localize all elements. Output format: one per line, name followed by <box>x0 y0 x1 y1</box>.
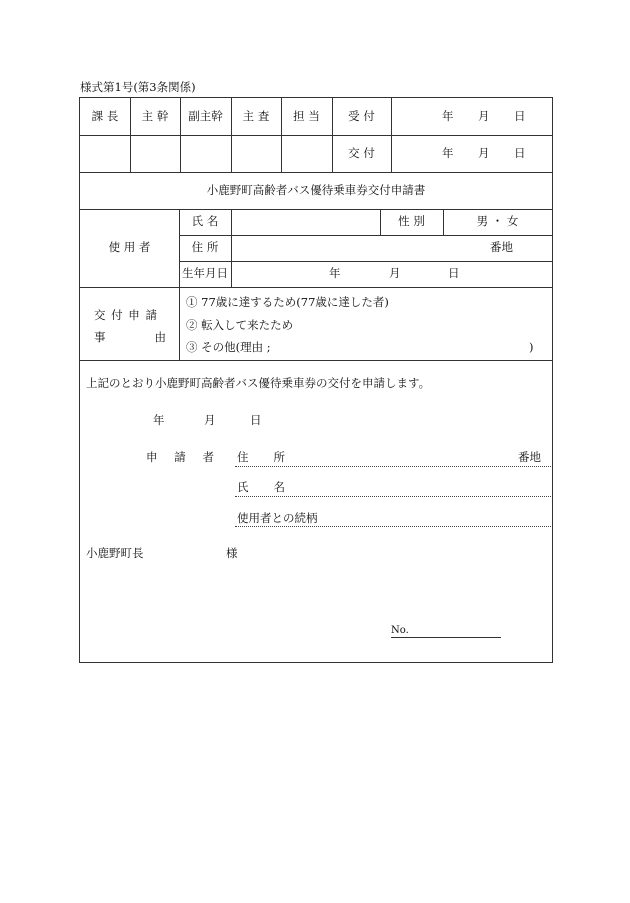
issued-month: 月 <box>478 146 490 160</box>
date-day: 日 <box>250 413 262 427</box>
reason-item-1: ① 77歳に達するため(77歳に達した者) <box>186 295 389 309</box>
rule-name-bottom <box>179 235 552 236</box>
received-year: 年 <box>442 109 454 123</box>
stamp-header-shukan: 主 幹 <box>141 109 169 123</box>
reason-label-line1: 交 付 申 請 <box>94 308 158 322</box>
addressee-to: 小鹿野町長 <box>86 546 144 560</box>
date-year: 年 <box>153 413 165 427</box>
number-line[interactable] <box>391 637 501 638</box>
issued-label: 交 付 <box>348 146 375 160</box>
rule-title-bottom <box>80 209 552 210</box>
user-section-label: 使 用 者 <box>108 240 151 254</box>
stamp-header-kacho: 課 長 <box>91 109 119 123</box>
issued-year: 年 <box>442 146 454 160</box>
birth-year: 年 <box>329 266 341 280</box>
date-month: 月 <box>204 413 216 427</box>
birth-month: 月 <box>389 266 401 280</box>
stamp-header-fukushukan: 副主幹 <box>188 109 223 123</box>
number-label: No. <box>391 625 409 636</box>
applicant-address-line[interactable] <box>235 466 551 467</box>
form-label: 様式第1号(第3条関係) <box>80 80 196 94</box>
stamp-header-tanto: 担 当 <box>293 109 320 123</box>
application-form <box>79 97 553 663</box>
applicant-address-label: 住 所 <box>237 450 285 464</box>
received-month: 月 <box>478 109 490 123</box>
address-banchi: 番地 <box>490 240 513 254</box>
applicant-relation-line[interactable] <box>235 526 551 527</box>
addressee-honorific: 様 <box>226 546 238 560</box>
applicant-relation-label: 使用者との続柄 <box>237 511 318 525</box>
applicant-name-label: 氏 名 <box>237 480 285 494</box>
rule-user-bottom <box>80 287 552 288</box>
applicant-name-line[interactable] <box>235 496 551 497</box>
declaration-text: 上記のとおり小鹿野町高齢者バス優待乗車券の交付を申請します。 <box>86 376 431 390</box>
reason-label-line2: 事 由 <box>94 330 166 344</box>
reason-item-2: ② 転入して来たため <box>186 318 294 332</box>
rule-stamp-bottom <box>80 172 552 173</box>
gender-label: 性 別 <box>398 214 425 228</box>
applicant-banchi: 番地 <box>518 450 541 464</box>
gender-options: 男 ・ 女 <box>476 214 519 228</box>
name-label: 氏 名 <box>191 214 219 228</box>
rule-stamp-mid <box>80 135 552 136</box>
applicant-label: 申 請 者 <box>146 450 214 464</box>
received-day: 日 <box>514 109 526 123</box>
rule-reason-bottom <box>80 360 552 361</box>
form-title: 小鹿野町高齢者バス優待乗車券交付申請書 <box>206 183 426 197</box>
birth-day: 日 <box>448 266 460 280</box>
rule-address-bottom <box>179 261 552 262</box>
address-label: 住 所 <box>191 240 219 254</box>
reason-item-3: ③ その他(理由 ; <box>186 340 271 354</box>
birth-label: 生年月日 <box>182 266 228 280</box>
stamp-header-shusa: 主 査 <box>242 109 270 123</box>
issued-day: 日 <box>514 146 526 160</box>
reason-close-paren: ) <box>529 340 534 354</box>
received-label: 受 付 <box>348 109 375 123</box>
